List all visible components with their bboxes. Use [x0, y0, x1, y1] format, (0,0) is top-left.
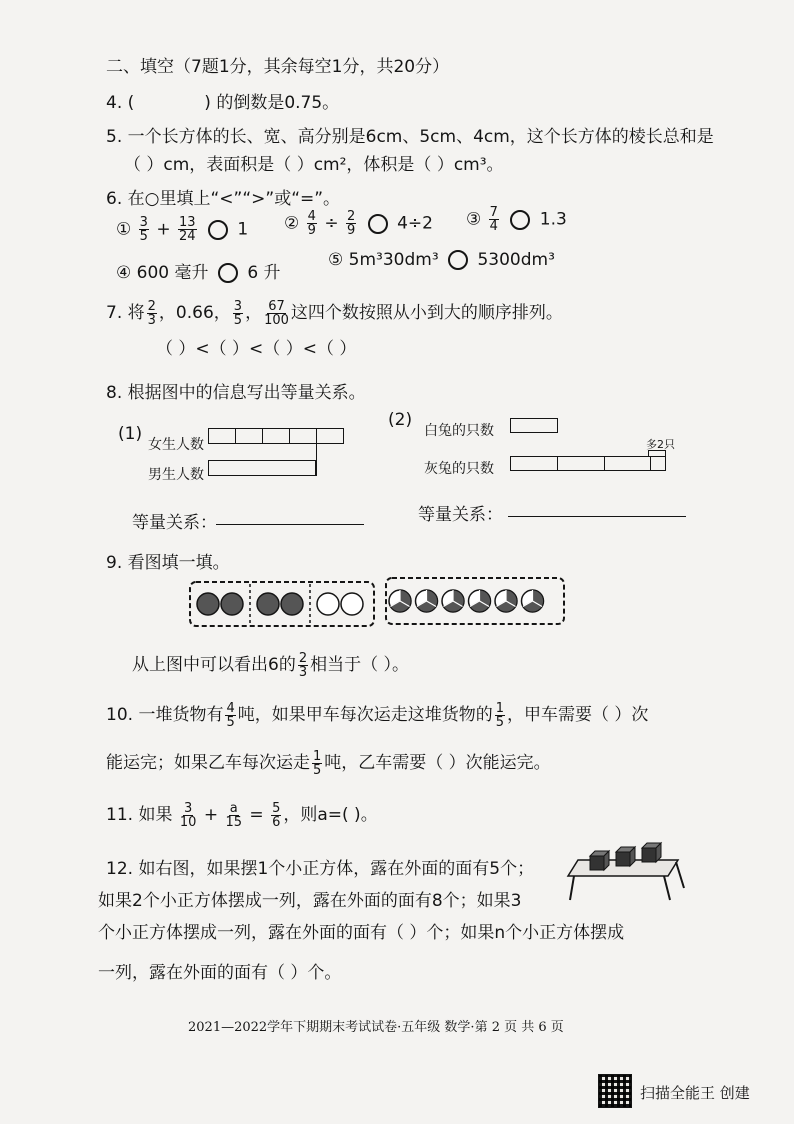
answer-blank[interactable]: 相当于（ ）。 [310, 655, 410, 675]
cube [642, 843, 661, 862]
fraction: $\frac{2}{9}$ [347, 209, 356, 238]
compare-circle[interactable] [208, 220, 228, 240]
fraction: $\frac{4}{5}$ [226, 700, 235, 730]
q9-figure [186, 576, 568, 632]
question-12 [106, 854, 534, 879]
bar-segment [262, 429, 263, 443]
fraction: $\frac{7}{4}$ [489, 205, 498, 234]
question-7-answer-line[interactable]: （ ）<（ ）<（ ）<（ ） [156, 339, 357, 359]
q12-table-figure [560, 832, 690, 902]
girls-bar [208, 428, 344, 444]
pie-circle [469, 590, 491, 612]
question-text: 根据图中的信息写出等量关系。 [127, 383, 366, 403]
question-number: 4. [106, 93, 123, 113]
question-number: 10. [106, 705, 134, 725]
filled-circle [281, 593, 303, 615]
operator: ÷ [324, 213, 339, 234]
item-label: ④ [116, 263, 132, 283]
filled-circle [257, 593, 279, 615]
fraction: $\frac{4}{9}$ [307, 209, 316, 238]
empty-circle [317, 593, 339, 615]
question-text: 在○里填上“<”“>”或“=”。 [127, 189, 341, 209]
question-10-line2 [106, 748, 551, 777]
answer-blank[interactable]: ，则a=( )。 [283, 805, 378, 825]
question-number: 6. [106, 189, 123, 209]
bar-segment [235, 429, 236, 443]
compare-left: 600 毫升 [136, 263, 209, 283]
q6-item-4 [116, 258, 281, 283]
cube [616, 847, 635, 866]
question-text: 如右图，如果摆1个小正方体，露在外面的面有5个； [138, 859, 535, 879]
question-text: 如果 [138, 805, 173, 825]
compare-circle[interactable] [218, 263, 238, 283]
boys-bar [208, 460, 316, 476]
bar-segment [289, 429, 290, 443]
bar-segment [604, 457, 605, 470]
question-text: ，甲车需要（ ）次 [507, 705, 649, 725]
q8-part1-label: (1) [118, 424, 143, 444]
question-number: 8. [106, 383, 123, 403]
question-text: 看图填一填。 [127, 553, 230, 573]
pie-group [389, 590, 544, 612]
compare-right: 1.3 [539, 209, 567, 230]
question-text: ， [245, 303, 263, 323]
fraction: $\frac{2}{3}$ [147, 298, 156, 328]
question-number: 5. [106, 127, 123, 147]
fraction: $\frac{67}{100}$ [264, 298, 289, 328]
q8-part1-relation-label: 等量关系： [132, 513, 217, 533]
bar-segment [316, 429, 317, 443]
q8-part2-label: (2) [388, 410, 413, 430]
compare-right: 5300dm³ [477, 250, 555, 270]
bar-segment [650, 457, 651, 470]
question-text: 吨，如果甲车每次运走这堆货物的 [237, 705, 493, 725]
page-footer: 2021—2022学年下期期末考试试卷·五年级 数学·第 2 页 共 6 页 [188, 1020, 564, 1035]
white-rabbits-bar [510, 418, 558, 433]
question-12-line3: 个小正方体摆成一列，露在外面的面有（ ）个；如果n个小正方体摆成 [98, 923, 625, 943]
question-4 [106, 88, 339, 113]
question-text: 一个长方体的长、宽、高分别是6cm、5cm、4cm，这个长方体的棱长总和是 [127, 127, 714, 147]
gray-rabbits-bar [510, 456, 666, 471]
operator: + [203, 805, 219, 825]
q6-item-5 [328, 250, 555, 270]
question-text: 吨，乙车需要（ ）次能运完。 [324, 753, 551, 773]
white-rabbits-label: 白兔的只数 [424, 423, 494, 439]
fraction: $\frac{1}{5}$ [495, 700, 505, 730]
compare-circle[interactable] [510, 210, 530, 230]
fraction: $\frac{3}{5}$ [233, 298, 243, 328]
question-number: 11. [106, 805, 134, 825]
item-label: ③ [466, 209, 482, 230]
watermark-text: 扫描全能王 创建 [640, 1084, 750, 1102]
fraction: $\frac{5}{6}$ [272, 800, 281, 830]
question-text: 一堆货物有 [138, 705, 224, 725]
question-text: 能运完；如果乙车每次运走 [106, 753, 310, 773]
compare-right: 6 升 [247, 263, 281, 283]
item-label: ② [284, 213, 300, 234]
question-number: 12. [106, 859, 134, 879]
question-5 [106, 122, 714, 147]
question-text: 将 [127, 303, 145, 323]
item-label: ① [116, 219, 132, 240]
bar-segment [557, 457, 558, 470]
fraction: $\frac{a}{15}$ [225, 800, 243, 830]
filled-circle [197, 593, 219, 615]
table-leg [664, 876, 670, 900]
extra-brace [648, 450, 666, 457]
table-leg [676, 862, 684, 888]
answer-text: 从上图中可以看出6的 [132, 655, 296, 675]
q6-item-1 [116, 216, 248, 243]
question-text: 的倒数是0.75。 [216, 93, 340, 113]
fraction: $\frac{3}{5}$ [139, 215, 148, 244]
question-11 [106, 800, 378, 829]
operator: = [249, 805, 264, 825]
cube [590, 851, 609, 870]
q8-part2-relation-label: 等量关系： [418, 505, 503, 525]
girls-label: 女生人数 [148, 437, 204, 453]
compare-circle[interactable] [368, 214, 388, 234]
question-9 [106, 548, 230, 573]
pie-circle [495, 590, 517, 612]
pie-circle [416, 590, 438, 612]
question-8 [106, 378, 366, 403]
table-leg [570, 876, 574, 900]
pie-circle [442, 590, 464, 612]
fraction: $\frac{3}{10}$ [179, 800, 197, 830]
question-6 [106, 184, 340, 209]
question-text: 这四个数按照从小到大的顺序排列。 [290, 303, 563, 323]
question-10 [106, 700, 648, 729]
compare-circle[interactable] [448, 250, 468, 270]
section-heading: 二、填空（7题1分，其余每空1分，共20分） [106, 57, 450, 77]
q8-part1-relation-blank[interactable] [216, 524, 364, 525]
fraction: $\frac{1}{5}$ [313, 748, 322, 778]
pie-circle [389, 590, 411, 612]
empty-circle [341, 593, 363, 615]
operator: + [156, 219, 171, 240]
question-12-line2: 如果2个小正方体摆成一列，露在外面的面有8个；如果3 [98, 891, 522, 911]
fraction: $\frac{13}{24}$ [179, 215, 196, 244]
answer-blank-close: ) [204, 93, 211, 113]
gray-rabbits-label: 灰兔的只数 [424, 461, 494, 477]
q6-item-2 [284, 210, 433, 237]
item-label: ⑤ [328, 250, 344, 270]
question-number: 7. [106, 303, 123, 323]
filled-circle [221, 593, 243, 615]
qr-code-icon [598, 1074, 632, 1108]
question-12-line4: 一列，露在外面的面有（ ）个。 [98, 963, 342, 983]
q6-item-3 [466, 206, 567, 233]
question-7 [106, 298, 563, 327]
pie-circle [522, 590, 544, 612]
question-9-answer [132, 650, 409, 679]
question-number: 9. [106, 553, 123, 573]
fraction: $\frac{2}{3}$ [298, 650, 308, 680]
bar-guide-line [316, 444, 317, 476]
question-text: ，0.66， [158, 303, 231, 323]
compare-left: 5m³30dm³ [348, 250, 439, 270]
compare-right: 1 [237, 219, 249, 240]
boys-label: 男生人数 [148, 467, 204, 483]
extra-label: 多2只 [646, 438, 675, 451]
q8-part2-relation-blank[interactable] [508, 516, 686, 517]
answer-blank-open: ( [127, 93, 135, 113]
question-5-line2: （ ）cm，表面积是（ ）cm²，体积是（ ）cm³。 [124, 155, 504, 175]
compare-right: 4÷2 [397, 213, 433, 234]
